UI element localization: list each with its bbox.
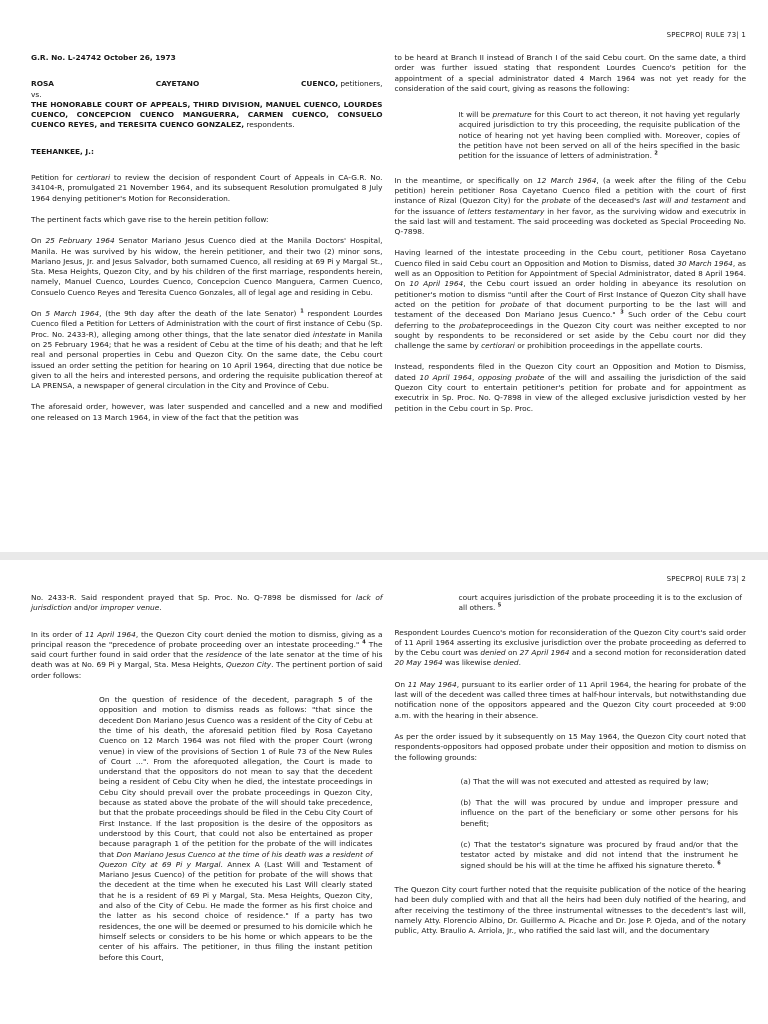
right-column (395, 53, 747, 434)
block-quote: On the question of residence of the decedent, paragraph 5 of the opposition and motion to dismiss reads as follows: "that since the decedent Don Mariano Jesus Cuenco was a resident of the City of Cebu at the time of his death, the aforesaid petition filed by Rosa Cayetano Cuenco on 12 March 1964 was not filed with the proper Court (wrong venue) in view of the provisions of Section 1 of Rule 73 of the New Rules of Court ...". From the aforequoted allegation, the Court is made to understand that the oppositors do not mean to say that the decedent being a resident of Cebu City when he died, the intestate proceedings in Cebu City should prevail over the probate proceedings in Quezon City, because as stated above the probate of the will should take precedence, but that the probate proceedings should be filed in the Cebu City Court of First Instance. If the last proposition is the desire of the oppositors as understood by this Court, that could not also be entertained as proper because paragraph 1 of the petition for the probate of the will indicates that Don Mariano Jesus Cuenco at the time of his death was a resident of Quezon City at 69 Pi y Margal. Annex A (Last Will and Testament of Mariano Jesus Cuenco) of the petition for probate of the will shows that the decedent at the time when he executed his Last Will clearly stated that he is a resident of 69 Pi y Margal, Sta. Mesa Heights, Quezon City, and also of the City of Cebu. He made the former as his first choice and the latter as his second choice of residence." If a party has two residences, the one will be deemed or presumed to his domicile which he himself selects or considers to be his home or which appears to be the center of his affairs. The petitioner, in thus filing the instant petition before this Court, (99, 695, 373, 962)
respondents-names: THE HONORABLE COURT OF APPEALS, THIRD DIVISION, MANUEL CUENCO, LOURDES CUENCO, CONCEPCION CUENCO MANGUERRA, CARMEN CUENCO, CONSUELO CUENCO REYES, and TERESITA CUENCO GONZALEZ, (31, 99, 383, 130)
paragraph: As per the order issued by it subsequently on 15 May 1964, the Quezon City court noted that respondents-oppositors had opposed probate under their opposition and motion to dismiss on the following grounds: (394, 731, 746, 762)
paragraph: Respondent Lourdes Cuenco's motion for reconsideration of the Quezon City court's said order of 11 April 1964 asserting its exclusive jurisdiction over the probate proceeding as deferred to by the Cebu court was denied on 27 April 1964 and a second motion for reconsideration dated 20 May 1964 was likewise denied. (394, 627, 746, 668)
paragraph: In the meantime, or specifically on 12 March 1964, (a week after the filing of the Cebu petition) herein petitioner Rosa Cayetano Cuenco filed a petition with the court of first instance of Rizal (Quezon City) for the probate of the deceased's last will and testament and for the issuance of letters testamentary in her favor, as the surviving widow and executrix in the said last will and testament. The said proceeding was docketed as Special Proceeding No. Q-7898. (394, 175, 746, 237)
paragraph: No. 2433-R. Said respondent prayed that Sp. Proc. No. Q-7898 be dismissed for lack of jurisdiction and/or improper venue. (31, 593, 383, 613)
paragraph: Having learned of the intestate proceeding in the Cebu court, petitioner Rosa Cayetano Cuenco filed in said Cebu court an Opposition and Motion to Dismiss, dated 30 March 1964, as well as an Opposition to Petition for Appointment of Special Administrator, dated 8 April 1964. On 10 April 1964, the Cebu court issued an order holding in abeyance its resolution on petitioner's motion to dismiss "until after the Court of First Instance of Quezon City shall have acted on the petition for probate of that document purporting to be the last will and testament of the deceased Don Mariano Jesus Cuenco." $^3$ Such order of the Cebu court deferring to the probateproceedings in the Quezon City court was neither excepted to nor sought by respondents to be reconsidered or set aside by the Cebu court nor did they challenge the same by certiorari or prohibition proceedings in the appellate courts. (394, 248, 747, 351)
left-column (31, 53, 383, 434)
ground-a: (a) That the will was not executed and attested as required by law; (460, 776, 709, 786)
ponente: TEEHANKEE, J.: (31, 146, 94, 156)
paragraph: to be heard at Branch II instead of Branch I of the said Cebu court. On the same date, a third order was further issued stating that respondent Lourdes Cuenco's petition for the appointment of a special administrator dated 4 March 1964 was not yet ready for the consideration of the said court, giving as reasons the following: (394, 53, 746, 93)
footnote-ref: 3 (620, 309, 624, 316)
petitioner-role: petitioners, (338, 79, 383, 89)
petitioner-middle-name: CAYETANO (155, 79, 200, 89)
paragraph: The pertinent facts which gave rise to the herein petition follow: (31, 214, 269, 224)
paragraph: Petition for certiorari to review the decision of respondent Court of Appeals in CA-G.R. No. 34104-R, promulgated 21 November 1964, and its subsequent Resolution promulgated 8 July 1964 denying petitioner's Motion for Reconsideration. (31, 173, 383, 203)
footnote-ref: 4 (362, 639, 366, 646)
case-number: G.R. No. L-24742 October 26, 1973 (31, 53, 176, 62)
page-header: SPECPRO| RULE 73| 1 (666, 31, 746, 39)
document-page-2 (0, 560, 768, 1024)
petitioner-last-name: CUENCO, (301, 79, 339, 89)
petitioner-first-name: ROSA (31, 79, 55, 89)
block-quote: It will be premature for this Court to act thereon, it not having yet regularly acquired jurisdiction to try this proceeding, the requisite publication of the notice of hearing not yet having been complied with. Moreover, copies of the petition have not been served on all of the heirs specified in the basic petition for the issuance of letters of administration. $^2$ (458, 110, 740, 161)
footnote-ref: 2 (654, 150, 658, 157)
page-columns (31, 593, 746, 974)
footnote-ref: 5 (497, 602, 502, 609)
paragraph: On 5 March 1964, (the 9th day after the death of the late Senator) $^1$ respondent Lourdes Cuenco filed a Petition for Letters of Administration with the court of first instance of Cebu (Sp. Proc. No. 2433-R), alleging among other things, that the late senator died intestate in Manila on 25 February 1964; that he was a resident of Cebu at the time of his death; and that he left real and personal properties in Cebu and Quezon City. On the same date, the Cebu court issued an order setting the petition for hearing on 10 April 1964, directing that due notice be given to all the heirs and interested persons, and ordering the requisite publication thereof at LA PRENSA, a newspaper of general circulation in the City and Province of Cebu. (31, 308, 383, 391)
respondents-caption (31, 100, 383, 131)
page-header: SPECPRO| RULE 73| 2 (666, 575, 746, 583)
party-petitioner (31, 79, 383, 89)
paragraph: On 11 May 1964, pursuant to its earlier order of 11 April 1964, the hearing for probate of the last will of the decedent was called three times at half-hour intervals, but notwithstanding due notification none of the oppositors appeared and the Quezon City court proceeded at 9:00 a.m. with the hearing in their absence. (394, 679, 746, 720)
ground-c: (c) That the testator's signature was procured by fraud and/or that the testator acted by mistake and did not intend that the instrument he signed should be his will at the time he affixed his signature thereto. $^6$ (460, 840, 738, 870)
paragraph: The Quezon City court further noted that the requisite publication of the notice of the hearing had been duly complied with and that all the heirs had been duly notified of the hearing, and after receiving the testimony of the three instrumental witnesses to the decedent's last will, namely Atty. Florencio Albino, Dr. Guillermo A. Picache and Dr. Jose P. Ojeda, and of the notary public, Atty. Braulio A. Arriola, Jr., who ratified the said last will, and the documentary (394, 884, 746, 936)
page-columns (31, 53, 746, 434)
right-column (395, 593, 747, 974)
block-quote-end: court acquires jurisdiction of the probate proceeding it is to the exclusion of all others. $^5$ (458, 593, 742, 613)
paragraph: Instead, respondents filed in the Quezon City court an Opposition and Motion to Dismiss, dated 10 April 1964, opposing probate of the will and assailing the jurisdiction of the said Quezon City court to entertain petitioner's petition for probate and for appointment as executrix in Sp. Proc. No. Q-7898 in view of the alleged exclusive jurisdiction vested by her petition in the Cebu court in Sp. Proc. (394, 362, 746, 413)
paragraph: On 25 February 1964 Senator Mariano Jesus Cuenco died at the Manila Doctors' Hospital, Manila. He was survived by his widow, the herein petitioner, and their two (2) minor sons, Mariano Jesus, Jr. and Jesus Salvador, both surnamed Cuenco, all residing at 69 Pi y Margal St., Sta. Mesa Heights, Quezon City, and by his children of the first marriage, respondents herein, namely, Manuel Cuenco, Lourdes Cuenco, Concepcion Cuenco Manguera, Carmen Cuenco, Consuelo Cuenco Reyes and Teresita Cuenco Gonzales, all of legal age and residing in Cebu. (31, 236, 383, 297)
respondents-role: respondents. (244, 120, 295, 130)
footnote-ref: 6 (717, 860, 721, 867)
left-column (31, 593, 383, 974)
footnote-ref: 1 (300, 308, 304, 315)
paragraph: In its order of 11 April 1964, the Quezon City court denied the motion to dismiss, giving as a principal reason the "precedence of probate proceeding over an intestate proceeding." $^4$ The said court further found in said order that the residence of the late senator at the time of his death was at No. 69 Pi y Margal, Sta. Mesa Heights, Quezon City. The pertinent portion of said order follows: (31, 629, 383, 680)
versus: vs. (31, 89, 42, 99)
paragraph: The aforesaid order, however, was later suspended and cancelled and a new and modified one released on 13 March 1964, in view of the fact that the petition was (31, 402, 383, 422)
ground-b: (b) That the will was procured by undue and improper pressure and influence on the part of the beneficiary or some other persons for his benefit; (460, 798, 738, 828)
